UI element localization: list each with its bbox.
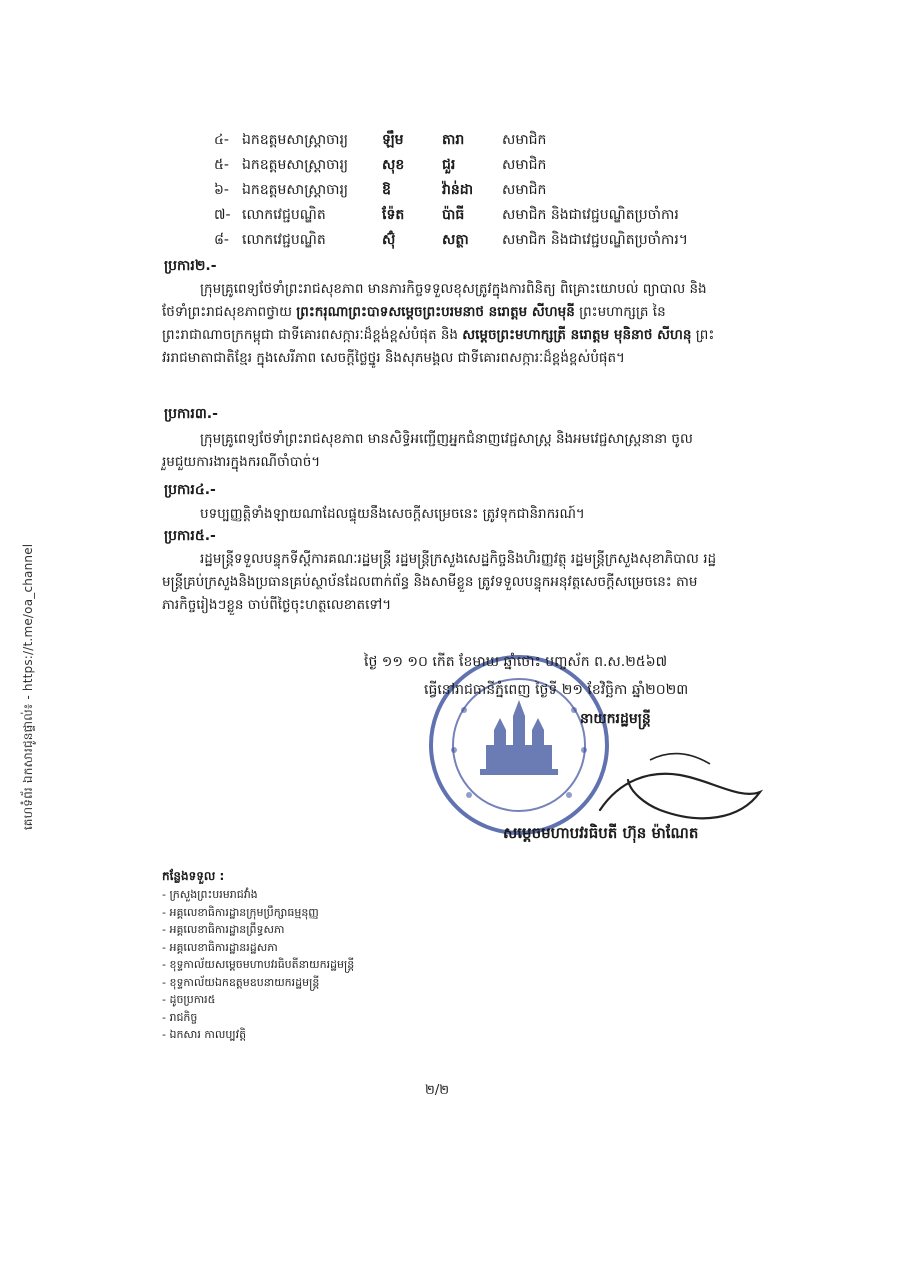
article-5-text bbox=[162, 548, 722, 617]
member-title: ឯកឧត្តមសាស្ត្រាចារ្យ bbox=[242, 182, 349, 198]
member-title: លោកវេជ្ជបណ្ឌិត bbox=[242, 207, 326, 223]
article-4-body: បទប្បញ្ញត្តិទាំងឡាយណាដែលផ្ទុយនឹងសេចក្តីសម្រេចនេះ ត្រូវទុកជានិរាករណ៍។ bbox=[200, 506, 585, 522]
member-role: សមាជិក និងជាវេជ្ជបណ្ឌិតប្រចាំការ។ bbox=[502, 232, 689, 248]
member-role: សមាជិក bbox=[502, 182, 547, 198]
article-4-text bbox=[162, 503, 722, 526]
article-5-body: រដ្ឋមន្ត្រីទទួលបន្ទុកទីស្តីការគណៈរដ្ឋមន្ត្រី រដ្ឋមន្ត្រីក្រសួងសេដ្ឋកិច្ចនិងហិរញ្ញវត្ថុ រដ្ឋមន្ត្រីក្រសួងសុខាភិបាល រដ្ឋមន្ត្រីគ្រប់ក្រសួងនិងប្រធានគ្រប់ស្ថាប័នដែលពាក់ព័ន្ធ និងសាមីខ្លួន ត្រូវទទួលបន្ទុកអនុវត្តសេចក្តីសម្រេចនេះ តាមភារកិច្ចរៀងៗខ្លួន ចាប់ពីថ្ងៃចុះហត្ថលេខាតទៅ។ bbox=[162, 551, 717, 613]
article-2-part-1: ក្រុមគ្រូពេទ្យថែទាំព្រះរាជសុខភាព មានភារកិច្ចទទួលខុសត្រូវក្នុងការពិនិត្យ ពិគ្រោះយោបល់ ព្យាបាល និងថែទាំព្រះរាជសុខភាពថ្វាយ bbox=[162, 281, 707, 320]
article-2-part-2: ព្រះមហាក្សត្រ នៃព្រះរាជាណាចក្រកម្ពុជា ជាទីគោរពសក្ការៈដ៏ខ្ពង់ខ្ពស់បំផុត និង bbox=[162, 304, 666, 343]
member-number: ៤- bbox=[214, 132, 229, 148]
member-first-name: ទ៉ែត bbox=[382, 207, 405, 223]
signer-title: នាយករដ្ឋមន្ត្រី bbox=[580, 711, 651, 727]
member-title: ឯកឧត្តមសាស្ត្រាចារ្យ bbox=[242, 132, 349, 148]
sidebar-channel-text: គេហទំព័រ ឯកសារជូនផ្ទាល់៖ - https://t.me/oa_channel bbox=[21, 543, 35, 830]
recipients-list bbox=[162, 886, 354, 1044]
member-last-name: តារា bbox=[442, 132, 465, 148]
member-last-name: ជួរ bbox=[442, 157, 456, 173]
king-name: ព្រះករុណាព្រះបាទសម្តេចព្រះបរមនាថ នរោត្តម សីហមុនី bbox=[296, 304, 575, 320]
article-3-text bbox=[162, 428, 722, 474]
member-first-name: ឱ bbox=[382, 182, 391, 198]
member-number: ៨- bbox=[214, 232, 229, 248]
list-item: - ខុទ្ទកាល័យសម្តេចមហាបវរធិបតីនាយករដ្ឋមន្ត្រី bbox=[162, 958, 355, 971]
member-first-name: ឡឹម bbox=[382, 132, 404, 148]
list-item: - អគ្គលេខាធិការដ្ឋានក្រុមប្រឹក្សាធម្មនុញ្ញ bbox=[162, 905, 319, 919]
royal-government-seal-icon bbox=[424, 650, 614, 840]
list-item: - ដូចប្រការ៥ bbox=[162, 993, 216, 1006]
member-role: សមាជិក bbox=[502, 132, 547, 148]
member-title: ឯកឧត្តមសាស្ត្រាចារ្យ bbox=[242, 157, 349, 173]
member-last-name: សត្ថា bbox=[442, 232, 469, 248]
member-number: ៦- bbox=[214, 182, 229, 198]
member-first-name: ស៊ុំ bbox=[382, 232, 396, 248]
article-3-heading: ប្រការ៣.- bbox=[164, 406, 218, 422]
signature-icon bbox=[590, 740, 770, 830]
member-title: លោកវេជ្ជបណ្ឌិត bbox=[242, 232, 326, 248]
article-5-heading: ប្រការ៥.- bbox=[164, 528, 216, 544]
member-role: សមាជិក និងជាវេជ្ជបណ្ឌិតប្រចាំការ bbox=[502, 207, 679, 223]
signer-name: សម្តេចមហាបវរធិបតី ហ៊ុន ម៉ាណែត bbox=[503, 824, 699, 842]
list-item: - ក្រសួងព្រះបរមរាជវាំង bbox=[162, 888, 258, 901]
article-2-part-3: ព្រះវររាជមាតាជាតិខ្មែរ ក្នុងសេរីភាព សេចក្តីថ្លៃថ្នូរ និងសុភមង្គល ជាទីគោរពសក្ការៈដ៏ខ្ពង់ខ្ពស់បំផុត។ bbox=[162, 327, 715, 366]
member-last-name: វ៉ាន់ដា bbox=[442, 182, 474, 198]
list-item: - ខុទ្ទកាល័យឯកឧត្តមឧបនាយករដ្ឋមន្ត្រី bbox=[162, 975, 320, 989]
article-2-text bbox=[162, 278, 722, 370]
member-number: ៥- bbox=[214, 157, 229, 173]
list-item: - ឯកសារ កាលប្បវត្តិ bbox=[162, 1028, 247, 1041]
list-item: - អគ្គលេខាធិការដ្ឋានព្រឹទ្ធសភា bbox=[162, 923, 285, 936]
lunar-date: ថ្ងៃ ១១ ១០ កើត ខែមាឃ ឆ្នាំថោះ បញ្ចស័ក ព.ស.២៥៦៧ bbox=[364, 654, 668, 670]
article-4-heading: ប្រការ៤.- bbox=[164, 482, 216, 498]
member-role: សមាជិក bbox=[502, 157, 547, 173]
member-first-name: សុខ bbox=[382, 157, 405, 173]
recipients-title: កន្លែងទទួល : bbox=[162, 869, 225, 883]
list-item: - អគ្គលេខាធិការដ្ឋានរដ្ឋសភា bbox=[162, 940, 278, 954]
page-number: ២/២ bbox=[425, 1083, 450, 1098]
article-3-body: ក្រុមគ្រូពេទ្យថែទាំព្រះរាជសុខភាព មានសិទ្ធិអញ្ជើញអ្នកជំនាញវេជ្ជសាស្ត្រ និងអមវេជ្ជសាស្ត្រនានា ចូលរួមជួយការងារក្នុងករណីចាំបាច់។ bbox=[162, 431, 693, 470]
member-last-name: ប៉ាធី bbox=[442, 207, 465, 223]
member-number: ៧- bbox=[214, 207, 231, 223]
queen-mother-name: សម្តេចព្រះមហាក្សត្រី នរោត្តម មុនិនាថ សីហនុ bbox=[462, 327, 692, 343]
solar-date: ធ្វើនៅរាជធានីភ្នំពេញ ថ្ងៃទី ២១ ខែវិច្ឆិកា ឆ្នាំ២០២៣ bbox=[424, 682, 689, 698]
list-item: - រាជកិច្ច bbox=[162, 1010, 198, 1024]
article-2-heading: ប្រការ២.- bbox=[164, 258, 217, 274]
